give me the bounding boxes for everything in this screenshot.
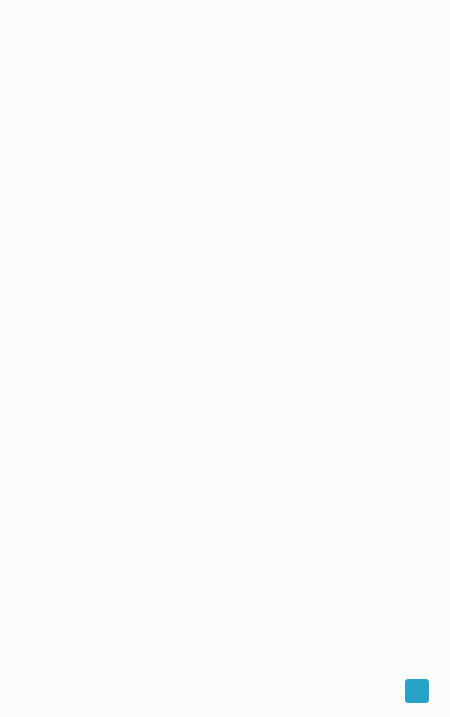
- watermark-logo: [405, 679, 432, 703]
- watermark: [405, 679, 432, 703]
- text-line: [20, 661, 36, 675]
- dslib-logo-icon: [405, 679, 429, 703]
